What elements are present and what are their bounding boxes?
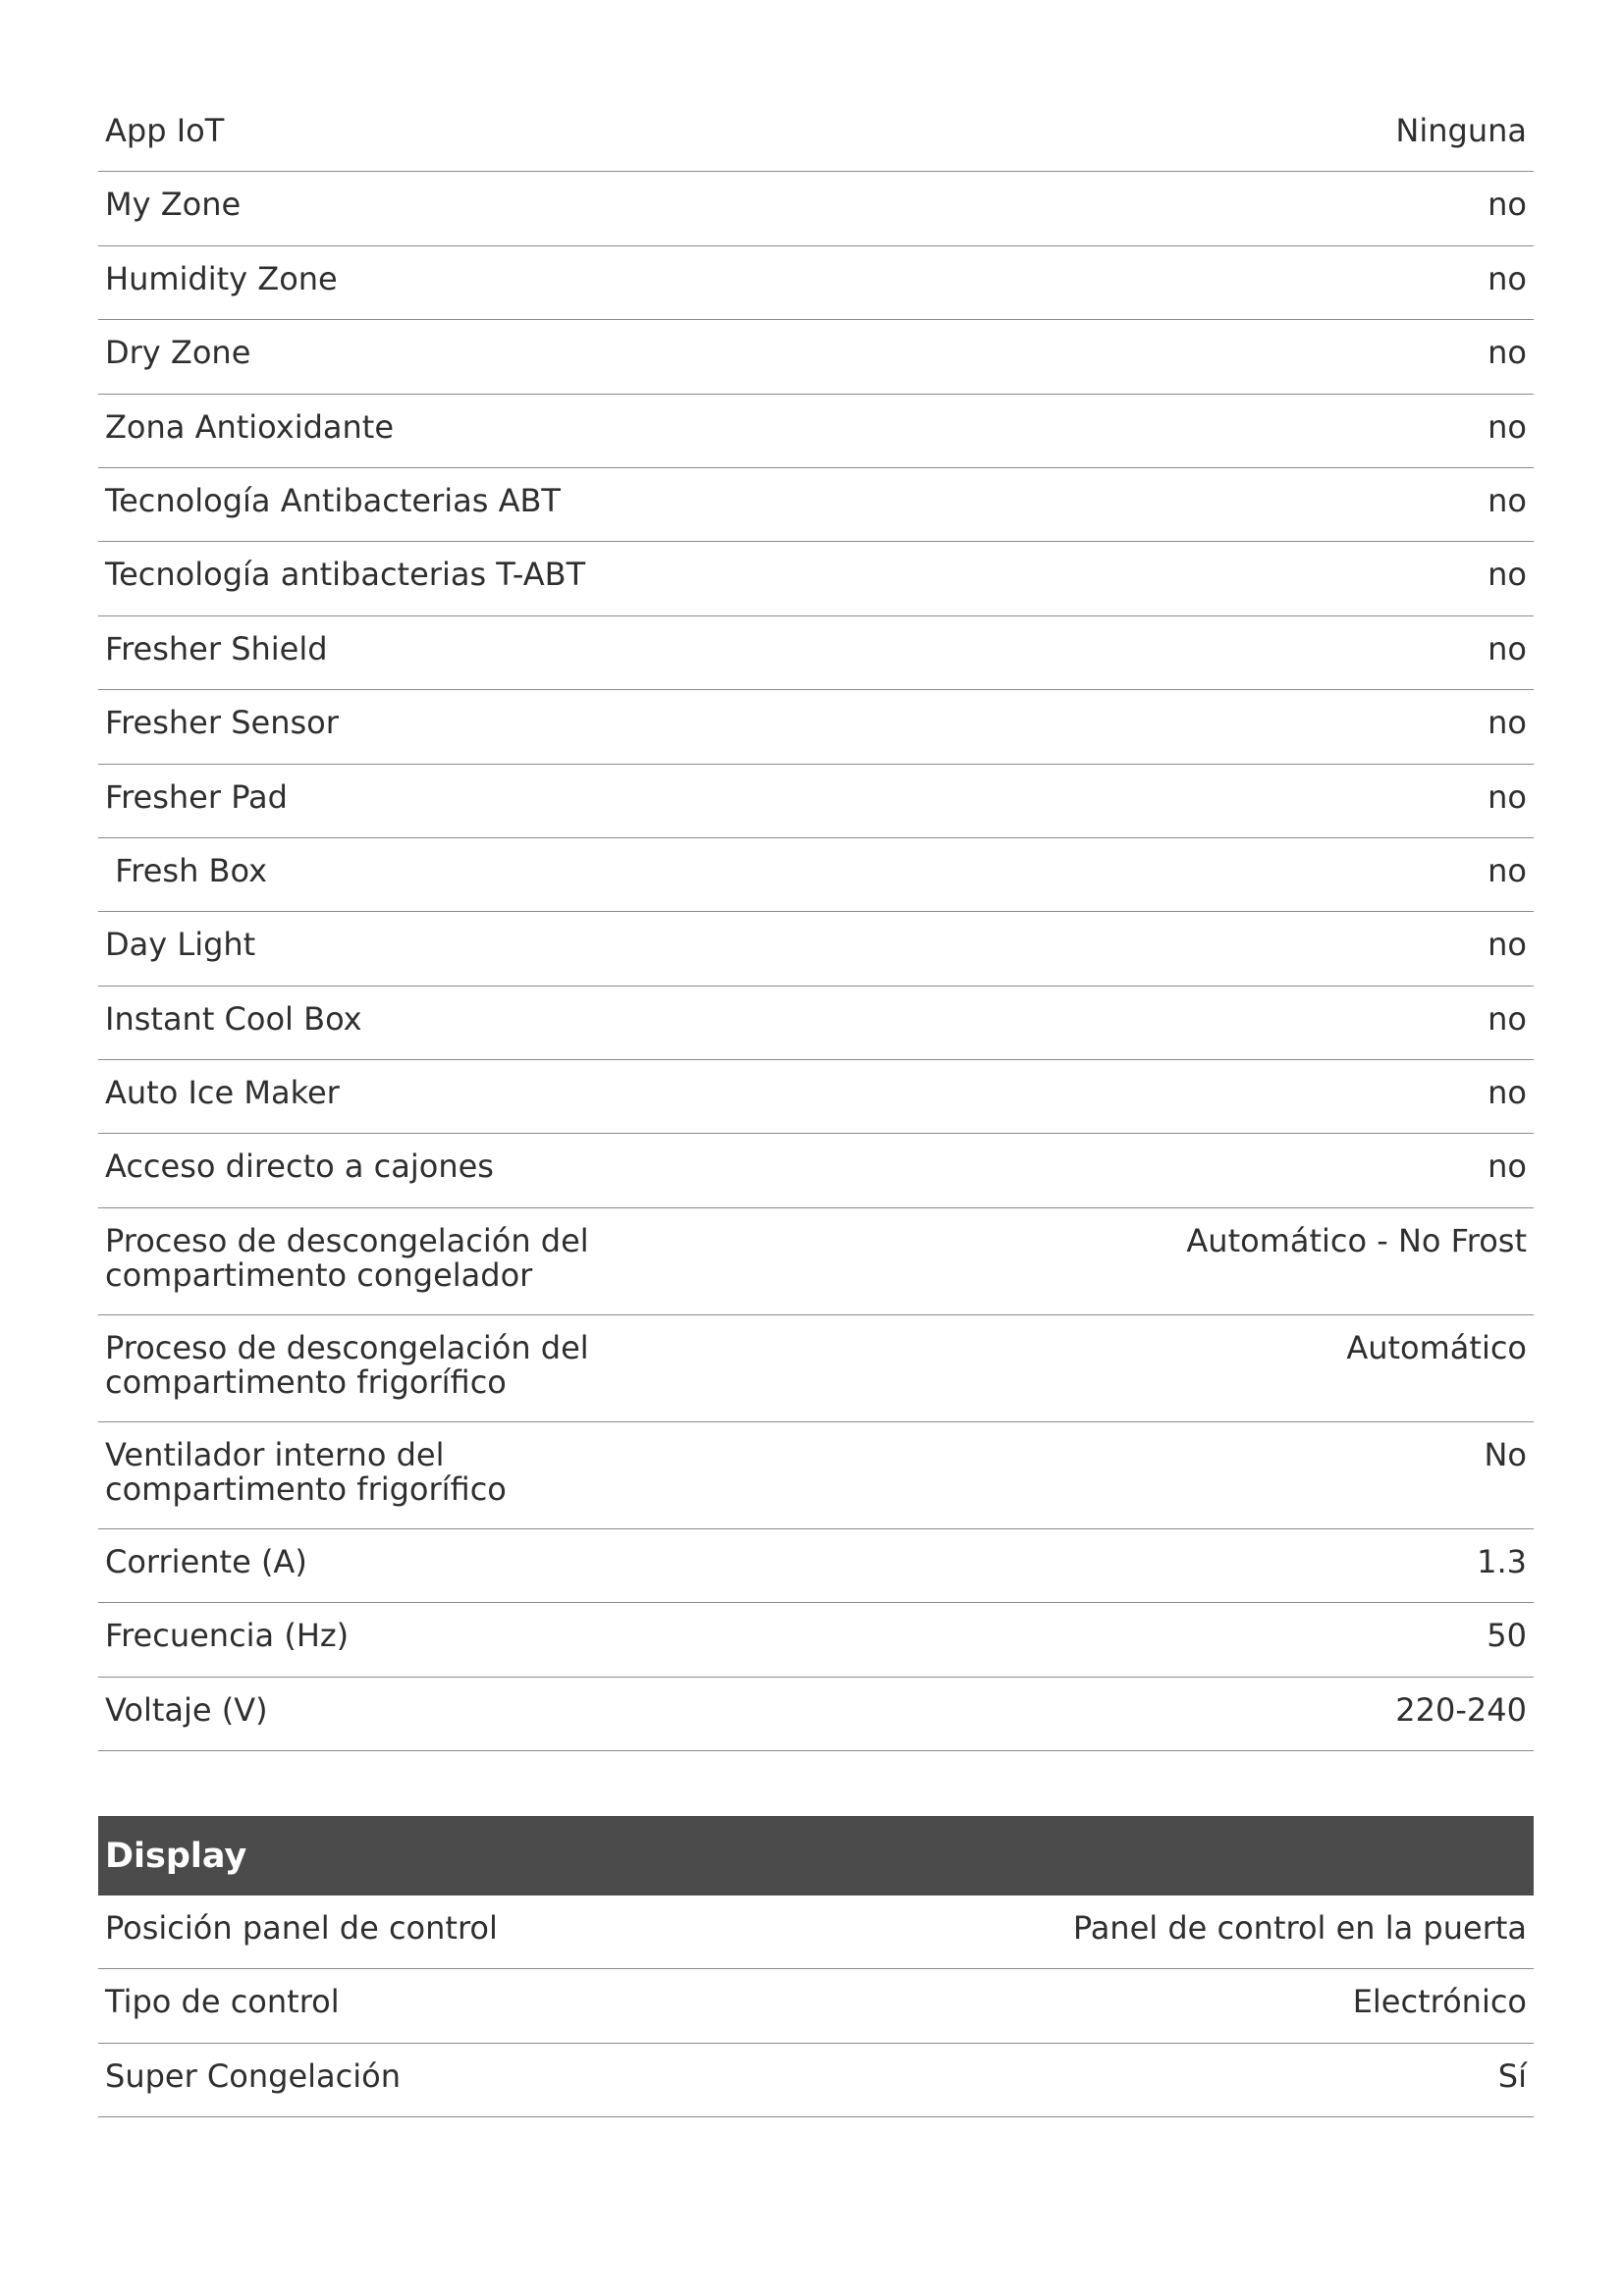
- spec-value: no: [1488, 704, 1527, 742]
- spec-value: Ninguna: [1395, 112, 1527, 149]
- spec-label: Ventilador interno del compartimento frigorífico: [105, 1435, 507, 1508]
- spec-label: App IoT: [105, 112, 225, 149]
- spec-row-auto-ice-maker: [98, 1060, 1534, 1134]
- spec-value: Automático: [1346, 1328, 1527, 1366]
- spec-value: Electrónico: [1352, 1983, 1527, 2021]
- spec-value: no: [1488, 481, 1527, 519]
- spec-row-t-abt: [98, 542, 1534, 615]
- spec-value: no: [1488, 629, 1527, 667]
- specs-table: [98, 98, 1534, 1751]
- spec-label: Fresher Sensor: [105, 704, 339, 742]
- spec-value: no: [1488, 851, 1527, 889]
- spec-label: Instant Cool Box: [105, 999, 362, 1038]
- spec-label: Day Light: [105, 926, 256, 964]
- spec-value: no: [1488, 1148, 1527, 1186]
- spec-row-fresher-shield: [98, 616, 1534, 690]
- spec-row-fresher-sensor: [98, 690, 1534, 764]
- spec-row-humidity-zone: [98, 246, 1534, 320]
- spec-row-day-light: [98, 912, 1534, 986]
- spec-row-dry-zone: [98, 320, 1534, 394]
- spec-value: no: [1488, 777, 1527, 816]
- spec-value: Sí: [1497, 2056, 1527, 2095]
- spec-label: Proceso de descongelación del compartimento congelador: [105, 1221, 599, 1294]
- spec-row-my-zone: [98, 172, 1534, 245]
- spec-row-frecuencia: [98, 1603, 1534, 1677]
- spec-label: Fresher Pad: [105, 777, 288, 816]
- spec-sheet: [98, 98, 1534, 2117]
- spec-row-abt: [98, 468, 1534, 542]
- spec-label: Humidity Zone: [105, 259, 338, 297]
- spec-value: no: [1488, 999, 1527, 1038]
- spec-label: Zona Antioxidante: [105, 407, 395, 446]
- spec-value: no: [1488, 926, 1527, 964]
- spec-label: Corriente (A): [105, 1542, 307, 1580]
- spec-label: Fresher Shield: [105, 629, 328, 667]
- spec-row-descongelacion-frigorifico: [98, 1315, 1534, 1422]
- spec-row-tipo-control: [98, 1969, 1534, 2043]
- spec-label: Acceso directo a cajones: [105, 1148, 494, 1186]
- spec-label: Posición panel de control: [105, 1909, 498, 1948]
- spec-value: no: [1488, 556, 1527, 594]
- spec-row-instant-cool-box: [98, 987, 1534, 1060]
- spec-value: Automático - No Frost: [1186, 1221, 1527, 1259]
- spec-label: Dry Zone: [105, 334, 251, 372]
- spec-row-app-iot: [98, 98, 1534, 172]
- spec-label: My Zone: [105, 186, 242, 224]
- spec-row-fresher-pad: [98, 765, 1534, 838]
- spec-label: Voltaje (V): [105, 1690, 268, 1729]
- spec-label: Auto Ice Maker: [105, 1074, 340, 1112]
- spec-row-descongelacion-congelador: [98, 1208, 1534, 1315]
- spec-value: no: [1488, 259, 1527, 297]
- spec-row-corriente: [98, 1529, 1534, 1603]
- spec-value: no: [1488, 407, 1527, 446]
- spec-row-posicion-panel: [98, 1896, 1534, 1969]
- spec-row-voltaje: [98, 1678, 1534, 1751]
- section-title: Display: [105, 1836, 247, 1876]
- spec-row-fresh-box: [98, 838, 1534, 912]
- spec-value: 50: [1487, 1617, 1527, 1655]
- spec-value: No: [1484, 1435, 1527, 1473]
- spec-value: Panel de control en la puerta: [1072, 1909, 1527, 1948]
- spec-row-super-congelacion: [98, 2044, 1534, 2117]
- spec-value: 220-240: [1395, 1690, 1527, 1729]
- spec-label: Fresh Box: [105, 851, 267, 889]
- spec-value: 1.3: [1477, 1542, 1527, 1580]
- spec-row-acceso-cajones: [98, 1134, 1534, 1207]
- spec-value: no: [1488, 1074, 1527, 1112]
- spec-label: Proceso de descongelación del compartimento frigorífico: [105, 1328, 599, 1401]
- spec-label: Tecnología antibacterias T-ABT: [105, 556, 586, 594]
- spec-row-zona-antioxidante: [98, 395, 1534, 468]
- spec-value: no: [1488, 186, 1527, 224]
- spec-label: Super Congelación: [105, 2056, 401, 2095]
- spec-value: no: [1488, 334, 1527, 372]
- section-header-display: [98, 1816, 1534, 1896]
- spec-label: Tecnología Antibacterias ABT: [105, 481, 561, 519]
- spec-label: Frecuencia (Hz): [105, 1617, 350, 1655]
- spec-label: Tipo de control: [105, 1983, 340, 2021]
- spec-row-ventilador-interno: [98, 1422, 1534, 1529]
- display-table: [98, 1896, 1534, 2117]
